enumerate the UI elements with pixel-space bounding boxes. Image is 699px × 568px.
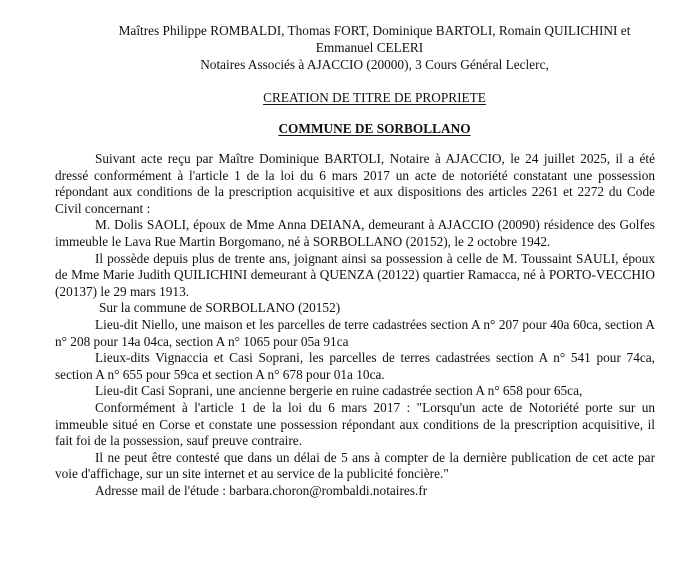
paragraph-possession: Il possède depuis plus de trente ans, joignant ainsi sa possession à celle de M. Toussaint SAULI, époux de Mme Marie Judith QUILICHINI demeurant à QUENZA (20122) quartier Ramacca, né à PORTO-VECCHIO (20137) le 29 mars 1913.: [55, 250, 655, 299]
header-line-1: Maîtres Philippe ROMBALDI, Thomas FORT, Dominique BARTOLI, Romain QUILICHINI et: [118, 23, 631, 38]
paragraph-owner: M. Dolis SAOLI, époux de Mme Anna DEIANA, demeurant à AJACCIO (20090) résidence des Golfes immeuble le Lava Rue Martin Borgomano, né à SORBOLLANO (20152), le 2 octobre 1942.: [55, 217, 655, 249]
header-line-2: Emmanuel CELERI: [315, 40, 424, 55]
paragraph-commune: Sur la commune de SORBOLLANO (20152): [99, 300, 341, 316]
notaries-header: [0, 22, 699, 73]
paragraph-law-quote: Conformément à l'article 1 de la loi du 6 mars 2017 : "Lorsqu'un acte de Notoriété porte sur un immeuble situé en Corse et constate une possession répondant aux conditions de la prescription acquisitive, il fait foi de la possession, sauf preuve contraire.: [55, 399, 655, 449]
paragraph-lieu-dit-casi-soprani: Lieu-dit Casi Soprani, une ancienne bergerie en ruine cadastrée section A n° 658 pour 65ca,: [95, 383, 583, 399]
notice-body: [55, 151, 655, 499]
header-line-3: Notaires Associés à AJACCIO (20000), 3 Cours Général Leclerc,: [200, 57, 549, 72]
paragraph-intro: Suivant acte reçu par Maître Dominique BARTOLI, Notaire à AJACCIO, le 24 juillet 2025, il a été dressé conformément à l'article 1 de la loi du 6 mars 2017 un acte de notoriété constatant une possession répondant aux conditions de la prescription acquisitive et aux dispositions des articles 2261 et 2272 du Code Civil concernant :: [55, 151, 655, 216]
paragraph-lieux-dits-vignaccia: Lieux-dits Vignaccia et Casi Soprani, les parcelles de terres cadastrées section A n° 541 pour 74ca, section A n° 655 pour 59ca et section A n° 678 pour 01a 10ca.: [55, 350, 655, 382]
paragraph-email: Adresse mail de l'étude : barbara.choron@rombaldi.notaires.fr: [95, 482, 428, 498]
paragraph-lieu-dit-niello: Lieu-dit Niello, une maison et les parcelles de terre cadastrées section A n° 207 pour 40a 60ca, section A n° 208 pour 14a 04ca, section A n° 1065 pour 05a 91ca: [55, 316, 655, 349]
commune-title-text: COMMUNE DE SORBOLLANO: [278, 121, 471, 136]
paragraph-contest-delay: Il ne peut être contesté que dans un délai de 5 ans à compter de la dernière publication de cet acte par voie d'affichage, sur un site internet et au service de la publicité foncière.": [55, 449, 655, 482]
document-title-text: CREATION DE TITRE DE PROPRIETE: [263, 90, 486, 105]
document-title: [0, 89, 699, 106]
commune-title: [0, 120, 699, 137]
